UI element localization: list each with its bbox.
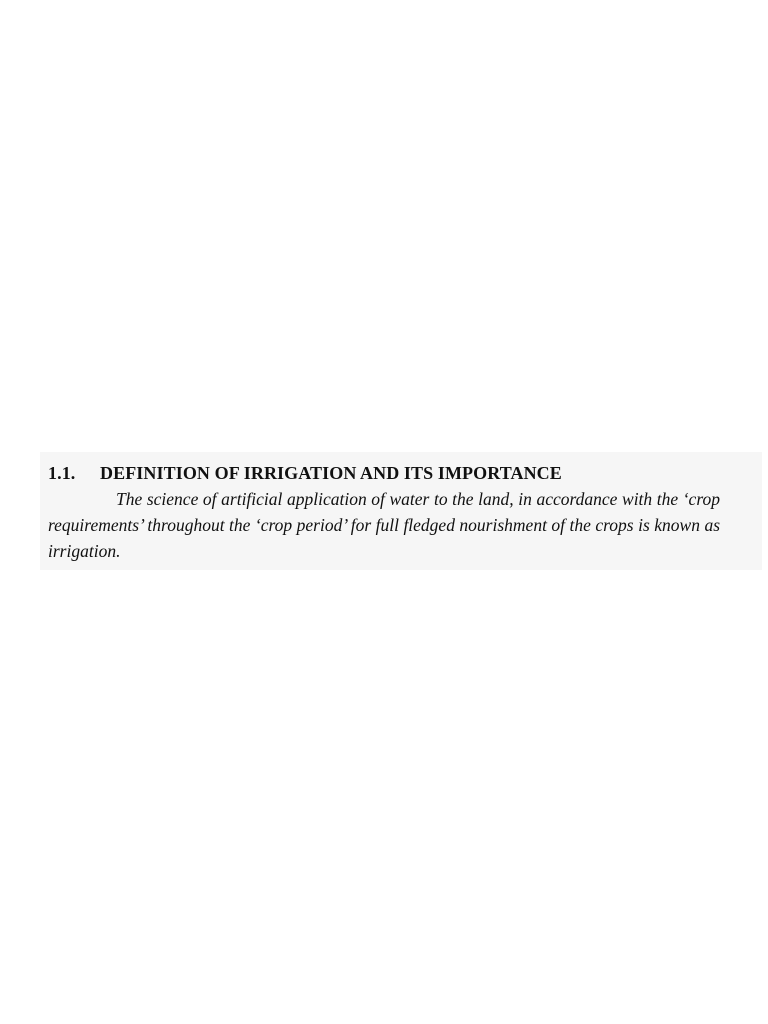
section-1-1 (48, 460, 720, 564)
section-title: DEFINITION OF IRRIGATION AND ITS IMPORTANCE (100, 463, 562, 483)
section-number: 1.1. (48, 463, 76, 483)
definition-paragraph: The science of artificial application of water to the land, in accordance with the ‘crop requirements’ throughout the ‘crop period’ for full fledged nourishment of the crops is known as irrigation. (48, 489, 720, 561)
section-heading (48, 460, 720, 486)
